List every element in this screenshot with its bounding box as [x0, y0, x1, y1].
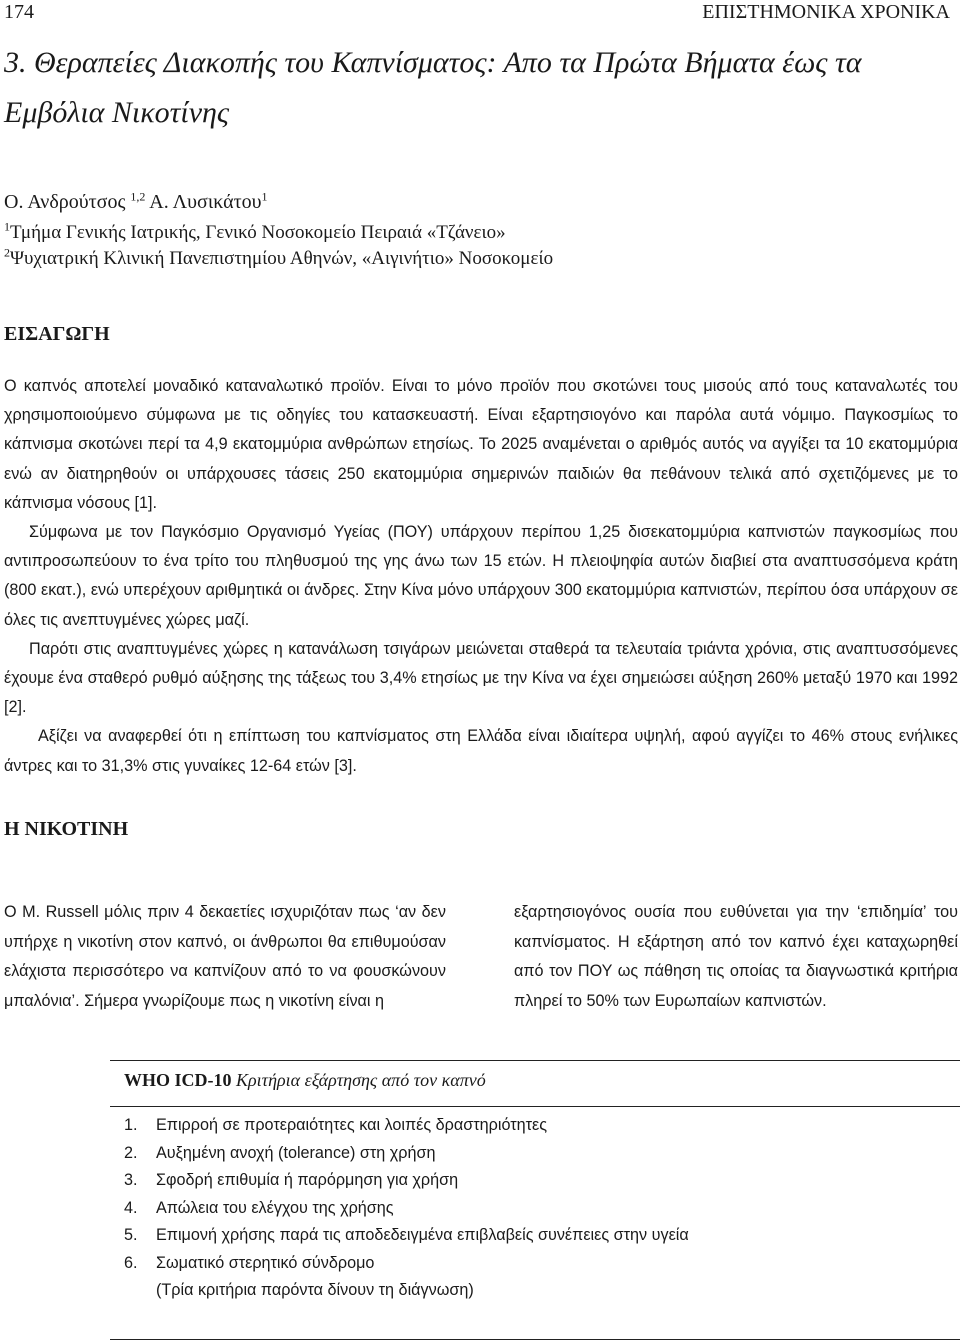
criteria-note: (Τρία κριτήρια παρόντα δίνουν τη διάγνωση): [156, 1281, 474, 1299]
criteria-item: [124, 1140, 944, 1168]
affiliation-text: Τμήμα Γενικής Ιατρικής, Γενικό Νοσοκομείο Πειραιά «Τζάνειο»: [10, 222, 506, 243]
box-bottom-rule: [110, 1339, 960, 1340]
section-heading-nicotine: Η ΝΙΚΟΤΙΝΗ: [4, 818, 129, 840]
affiliation: [4, 220, 506, 246]
article-title: 3. Θεραπείες Διακοπής του Καπνίσματος: Απο τα Πρώτα Βήματα έως τα Εμβόλια Νικοτίνης: [4, 46, 862, 129]
criteria-text: Αυξημένη ανοχή (tolerance) στη χρήση: [156, 1143, 436, 1162]
author-name: Α. Λυσικάτου: [149, 191, 262, 213]
paragraph: Παρότι στις αναπτυγμένες χώρες η κατανάλωση τσιγάρων μειώνεται σταθερά τα τελευταία τριάντα χρόνια, στις αναπτυσσόμενες έχουμε ένα σταθερό ρυθμό αύξησης της τάξεως του 3,4% ετησίως με την Κίνα να έχει σημειώσει αύξηση 260% μεταξύ 1970 και 1992 [2].: [4, 639, 958, 717]
page-number: 174: [4, 1, 34, 23]
criteria-text: Επιρροή σε προτεραιότητες και λοιπές δραστηριότητες: [156, 1116, 548, 1134]
paragraph: Ο καπνός αποτελεί μοναδικό καταναλωτικό προϊόν. Είναι το μόνο προϊόν που σκοτώνει τους μισούς από τους καταναλωτές του χρησιμοποιούμενο σύμφωνα με τις οδηγίες του κατασκευαστή. Είναι εξαρτησιογόνο και παρόλα αυτά νόμιμο. Παγκοσμίως το κάπνισμα σκοτώνει περί τα 4,9 εκατομμύρια ανθρώπων ετησίως. Το 2025 αναμένεται ο αριθμός αυτός να αγγίξει τα 10 εκατομμύρια ενώ αν διατηρηθούν οι υπάρχουσες τάσεις 250 εκατομμύρια σημερινών παιδιών θα πεθάνουν τελικά από σχετιζόμενες με το κάπνισμα νόσους [1].: [4, 377, 958, 512]
running-head: [4, 0, 950, 26]
criteria-item: [124, 1195, 944, 1223]
criteria-text: Επιμονή χρήσης παρά τις αποδεδειγμένα επιβλαβείς συνέπειες στην υγεία: [156, 1226, 689, 1244]
box-top-rule: [110, 1060, 960, 1061]
affiliation: [4, 246, 553, 272]
criteria-text: Σωματικό στερητικό σύνδρομο: [156, 1253, 375, 1272]
affiliation-marker: 1: [4, 219, 10, 234]
criteria-text: Απώλεια του ελέγχου της χρήσης: [156, 1198, 394, 1217]
paragraph: Αξίζει να αναφερθεί ότι η επίπτωση του καπνίσματος στη Ελλάδα είναι ιδιαίτερα υψηλή, αφού αγγίζει το 46% στους ενήλικες άντρες και το 31,3% στις γυναίκες 12-64 ετών [3].: [4, 727, 958, 775]
box-title-text: Κριτήρια εξάρτησης από τον καπνό: [236, 1070, 486, 1090]
author-affiliation-marker: 1: [261, 189, 268, 204]
author-affiliation-marker: 1,2: [130, 189, 146, 204]
criteria-number: 2.: [124, 1143, 138, 1162]
author-name: Ο. Ανδρούτσος: [4, 191, 126, 213]
column-left-text: Ο Μ. Russell μόλις πριν 4 δεκαετίες ισχυριζόταν πως ‘αν δεν υπήρχε η νικοτίνη στον καπνό, οι άνθρωποι θα επιθυμούσαν ελάχιστα περισσότερο να καπνίζουν από το να φουσκώνουν μπαλόνια’. Σήμερα γνωρίζουμε πως η νικοτίνη είναι η: [4, 903, 446, 1010]
criteria-item: [124, 1112, 944, 1140]
section-heading-introduction: ΕΙΣΑΓΩΓΗ: [4, 323, 110, 345]
box-title-rule: [110, 1106, 960, 1107]
box-title-code: WHO ICD-10: [124, 1070, 232, 1090]
criteria-number: 3.: [124, 1171, 138, 1189]
criteria-text: Σφοδρή επιθυμία ή παρόρμηση για χρήση: [156, 1171, 459, 1189]
criteria-item: [124, 1222, 944, 1250]
criteria-item: [124, 1167, 944, 1195]
criteria-list: [124, 1112, 944, 1305]
box-title: [124, 1070, 486, 1091]
criteria-item: [124, 1250, 944, 1278]
criteria-number: 1.: [124, 1116, 138, 1134]
journal-name: ΕΠΙΣΤΗΜΟΝΙΚΑ ΧΡΟΝΙΚΑ: [702, 1, 950, 23]
criteria-number: 4.: [124, 1198, 138, 1217]
affiliation-text: Ψυχιατρική Κλινική Πανεπιστημίου Αθηνών, «Αιγινήτιο» Νοσοκομείο: [10, 248, 554, 269]
author-list: [4, 188, 268, 216]
introduction-body: [4, 372, 958, 781]
affiliation-marker: 2: [4, 245, 10, 260]
paragraph: Σύμφωνα με τον Παγκόσμιο Οργανισμό Υγείας (ΠΟΥ) υπάρχουν περίπου 1,25 δισεκατομμύρια καπνιστών παγκοσμίως που αντιπροσωπεύουν το ένα τρίτο του πληθυσμού της γης άνω των 15 ετών. Η πλειοψηφία αυτών διαβιεί στα αναπτυσσόμενα κράτη (800 εκατ.), ενώ υπερέχουν αριθμητικά οι άνδρες. Στην Κίνα μόνο υπάρχουν 300 εκατομμύρια καπνιστών, περίπου όσα υπάρχουν σε όλες τις ανεπτυγμένες χώρες μαζί.: [4, 523, 958, 629]
column-right-text: εξαρτησιογόνος ουσία που ευθύνεται για την ‘επιδημία’ του καπνίσματος. Η εξάρτηση από τον καπνό έχει καταχωρηθεί από τον ΠΟΥ ως πάθηση τις οποίας τα διαγνωστικά κριτήρια πληρεί το 50% των Ευρωπαίων καπνιστών.: [514, 903, 958, 1010]
criteria-number: 6.: [124, 1253, 138, 1272]
criteria-number: 5.: [124, 1226, 138, 1244]
